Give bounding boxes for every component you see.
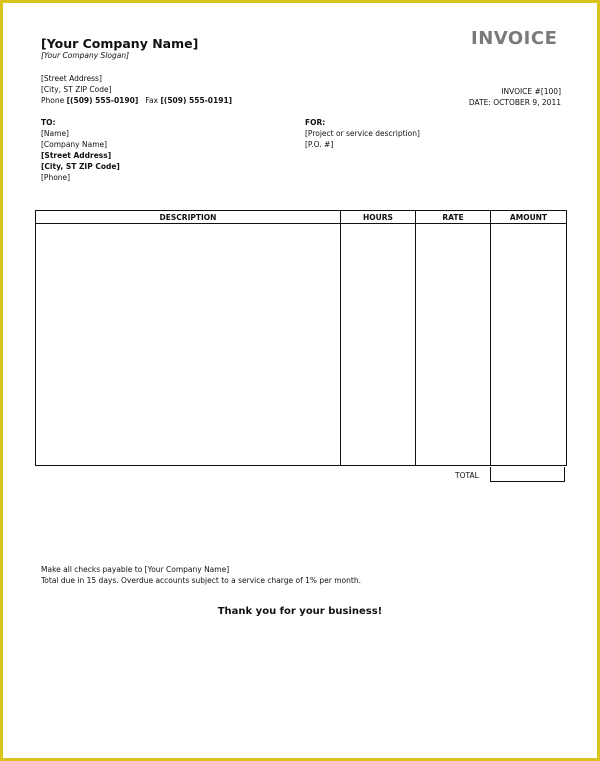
phone-label: Phone xyxy=(41,96,65,105)
total-value-box[interactable] xyxy=(490,467,565,482)
company-name: [Your Company Name] xyxy=(41,36,199,51)
payable-note: Make all checks payable to [Your Company Name] xyxy=(41,565,230,574)
bill-to-name: [Name] xyxy=(41,129,69,138)
footer-notes xyxy=(41,564,361,586)
table-header-row xyxy=(36,211,567,224)
column-header-hours: HOURS xyxy=(341,211,416,224)
bill-to-street: [Street Address] xyxy=(41,151,112,160)
fax-value: [(509) 555-0191] xyxy=(160,96,233,105)
phone-value: [(509) 555-0190] xyxy=(66,96,139,105)
description-cell[interactable] xyxy=(36,224,341,466)
bill-for-block xyxy=(305,117,420,150)
fax-label: Fax xyxy=(145,96,159,105)
company-slogan: [Your Company Slogan] xyxy=(41,51,130,60)
sender-city: [City, ST ZIP Code] xyxy=(41,85,112,94)
bill-for-po: [P.O. #] xyxy=(305,140,334,149)
line-items-table xyxy=(35,210,567,466)
bill-to-block xyxy=(41,117,120,183)
hours-cell[interactable] xyxy=(341,224,416,466)
bill-for-project: [Project or service description] xyxy=(305,129,420,138)
terms-note: Total due in 15 days. Overdue accounts subject to a service charge of 1% per month. xyxy=(41,576,361,585)
invoice-page xyxy=(3,3,597,758)
invoice-date: DATE: OCTOBER 9, 2011 xyxy=(468,98,561,107)
table-row xyxy=(36,224,567,466)
bill-to-city: [City, ST ZIP Code] xyxy=(41,162,120,171)
amount-cell[interactable] xyxy=(491,224,567,466)
bill-to-label: TO: xyxy=(41,118,56,127)
sender-contact xyxy=(41,95,232,106)
bill-for-label: FOR: xyxy=(305,118,326,127)
invoice-meta xyxy=(469,86,561,108)
bill-to-company: [Company Name] xyxy=(41,140,108,149)
rate-cell[interactable] xyxy=(416,224,491,466)
invoice-title: INVOICE xyxy=(471,28,558,49)
bill-to-phone: [Phone] xyxy=(41,173,71,182)
total-label: TOTAL xyxy=(455,471,479,480)
column-header-description: DESCRIPTION xyxy=(36,211,341,224)
invoice-number: INVOICE #[100] xyxy=(501,87,561,96)
column-header-amount: AMOUNT xyxy=(491,211,567,224)
sender-address xyxy=(41,73,232,106)
thank-you-message: Thank you for your business! xyxy=(217,606,383,617)
column-header-rate: RATE xyxy=(416,211,491,224)
sender-street: [Street Address] xyxy=(41,74,102,83)
